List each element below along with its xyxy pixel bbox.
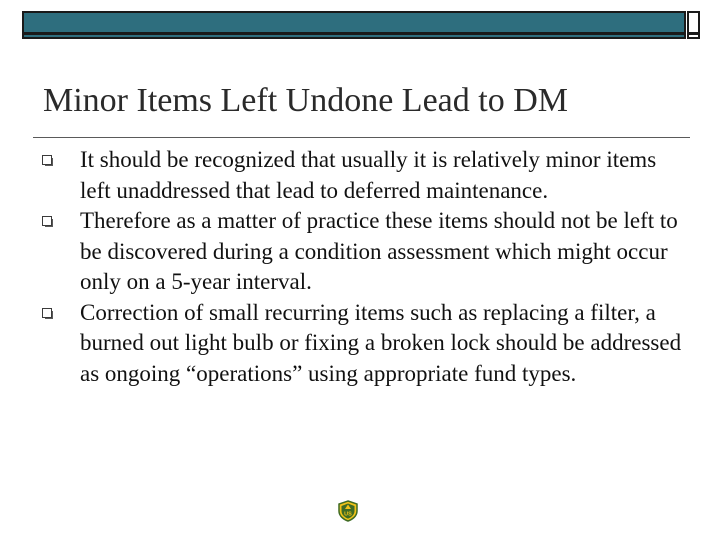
bullet-item	[40, 206, 690, 298]
logo-lettering: US	[344, 511, 352, 518]
forest-service-shield-icon	[337, 500, 359, 522]
checkbox-bullet-icon	[42, 155, 52, 165]
bullet-text: Therefore as a matter of practice these items should not be left to be discovered during a condition assessment which might occur only on a 5-year interval.	[80, 208, 678, 294]
bullet-text: Correction of small recurring items such as replacing a filter, a burned out light bulb or fixing a broken lock should be addressed as ongoing “operations” using appropriate fund types.	[80, 299, 682, 386]
slide-title: Minor Items Left Undone Lead to DM	[43, 82, 568, 119]
bullet-item	[40, 298, 690, 390]
bullet-text: It should be recognized that usually it is relatively minor items left unaddressed that lead to deferred maintenance.	[80, 147, 657, 203]
checkbox-bullet-icon	[42, 308, 52, 318]
header-corner-box	[687, 11, 700, 39]
bullet-item	[40, 145, 690, 206]
title-divider	[33, 137, 690, 138]
bullet-list	[40, 145, 690, 389]
checkbox-bullet-icon	[42, 216, 52, 226]
header-bar	[22, 11, 686, 39]
